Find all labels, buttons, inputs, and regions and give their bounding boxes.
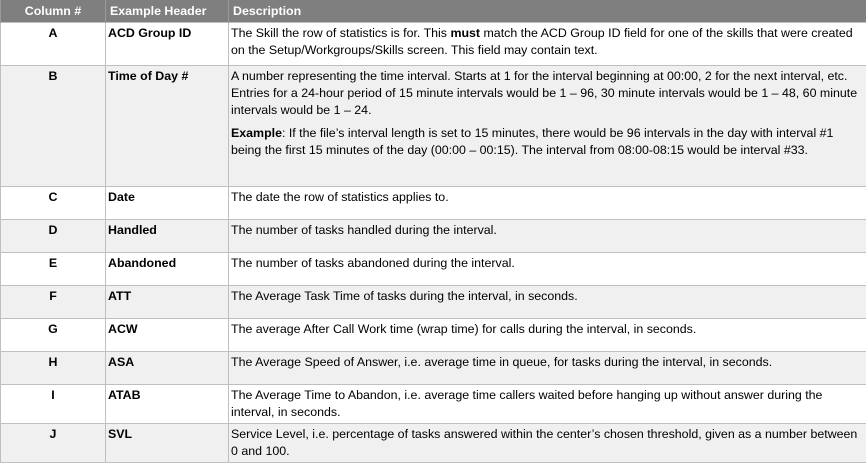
description-cell: The Average Speed of Answer, i.e. average time in queue, for tasks during the interval, in seconds. — [229, 352, 866, 385]
column-letter: D — [1, 220, 106, 253]
example-header-cell: ATAB — [106, 385, 229, 424]
table-row — [1, 319, 866, 352]
description-cell: The number of tasks abandoned during the interval. — [229, 253, 866, 286]
column-letter: G — [1, 319, 106, 352]
example-label: Example — [231, 126, 282, 140]
description-text: The Skill the row of statistics is for. This — [231, 26, 451, 40]
example-header-cell: ACD Group ID — [106, 23, 229, 66]
example-header-cell: Time of Day # — [106, 66, 229, 187]
example-header-cell: Date — [106, 187, 229, 220]
column-letter: F — [1, 286, 106, 319]
description-cell: The average After Call Work time (wrap time) for calls during the interval, in seconds. — [229, 319, 866, 352]
example-header-cell: SVL — [106, 424, 229, 463]
description-cell: The Average Time to Abandon, i.e. average time callers waited before hanging up without answer during the interval, in seconds. — [229, 385, 866, 424]
description-cell: Service Level, i.e. percentage of tasks answered within the center’s chosen threshold, given as a number between 0 and 100. — [229, 424, 866, 463]
column-letter: H — [1, 352, 106, 385]
description-emphasis: must — [450, 26, 481, 40]
table-row — [1, 220, 866, 253]
example-text: : If the file’s interval length is set to 15 minutes, there would be 96 intervals in the day with interval #1 being the first 15 minutes of the day (00:00 – 00:15). The interval from 08:00-08:15 would be interval #33. — [231, 126, 834, 157]
column-letter: C — [1, 187, 106, 220]
column-number-header: Column # — [1, 0, 106, 23]
example-header-cell: ACW — [106, 319, 229, 352]
example-header-cell: ATT — [106, 286, 229, 319]
example-header-header: Example Header — [106, 0, 229, 23]
column-letter: I — [1, 385, 106, 424]
table-header-row — [1, 0, 866, 23]
description-cell: The number of tasks handled during the interval. — [229, 220, 866, 253]
table-row — [1, 385, 866, 424]
column-letter: A — [1, 23, 106, 66]
table-row — [1, 424, 866, 463]
column-letter: E — [1, 253, 106, 286]
column-letter: B — [1, 66, 106, 187]
table-row — [1, 253, 866, 286]
description-text: A number representing the time interval. Starts at 1 for the interval beginning at 00:00, 2 for the next interval, etc. Entries for a 24-hour period of 15 minute intervals would be 1 – 96, 30 minute intervals would be 1 – 48, 60 minute intervals would be 1 – 24. — [231, 69, 858, 117]
example-header-cell: Abandoned — [106, 253, 229, 286]
example-header-cell: ASA — [106, 352, 229, 385]
table-row — [1, 66, 866, 187]
description-cell — [229, 23, 866, 66]
description-header: Description — [229, 0, 866, 23]
example-header-cell: Handled — [106, 220, 229, 253]
example-paragraph — [231, 125, 864, 159]
table-row — [1, 187, 866, 220]
table-row — [1, 352, 866, 385]
description-cell — [229, 66, 866, 187]
column-letter: J — [1, 424, 106, 463]
description-text: match the ACD Group ID field for one of the skills that were created on the Setup/Workgroups/Skills screen. This field may contain text. — [231, 26, 853, 57]
table-row — [1, 286, 866, 319]
description-cell: The Average Task Time of tasks during the interval, in seconds. — [229, 286, 866, 319]
description-cell: The date the row of statistics applies to. — [229, 187, 866, 220]
table-row — [1, 23, 866, 66]
